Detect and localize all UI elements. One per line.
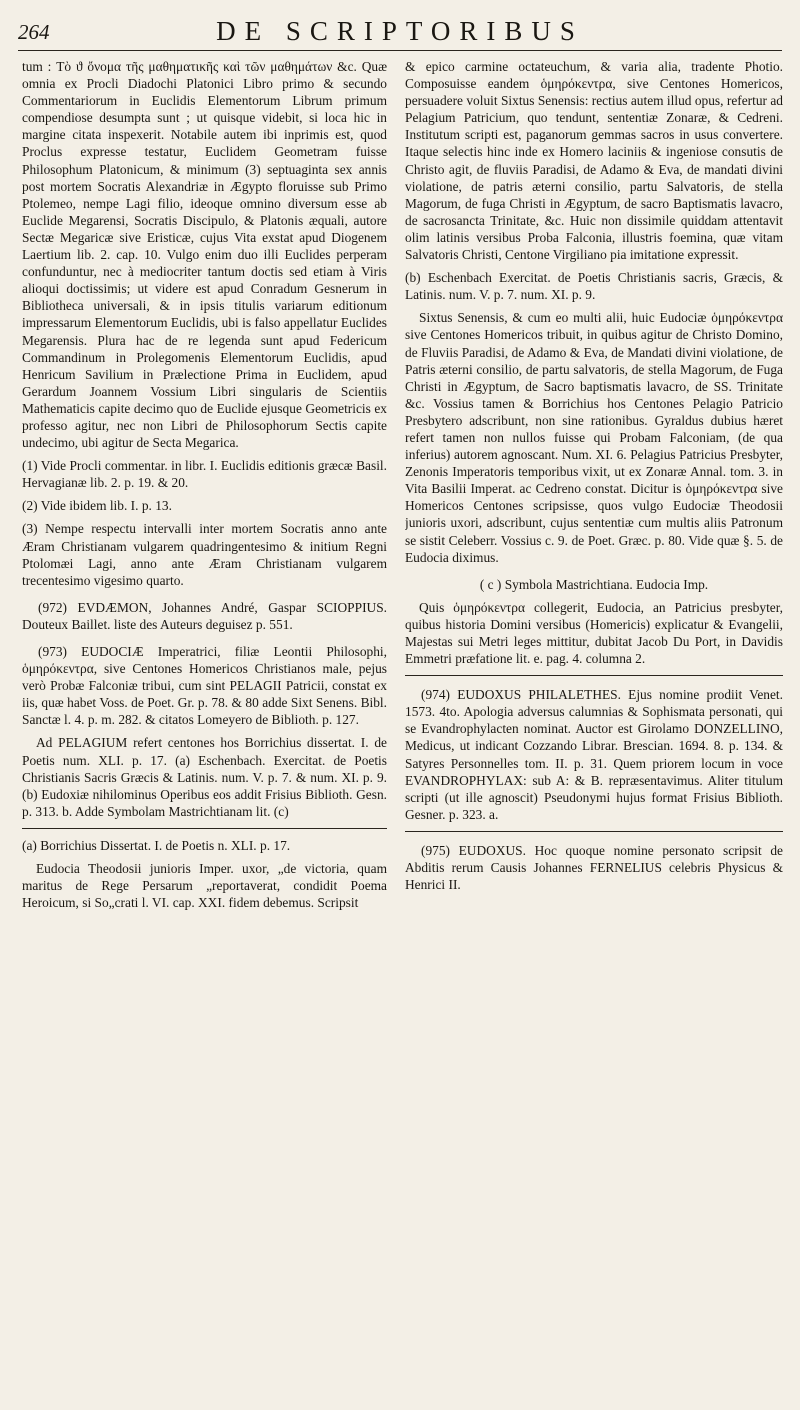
footnote-a-continued: Eudocia Theodosii junioris Imper. uxor, „de victoria, quam maritus de Rege Persarum „reportaverat, condidit Poema Heroicum, si So„crati l. VI. cap. XXI. fidem debemus. Scripsit (22, 861, 387, 911)
right-paragraph-sixtus: Sixtus Senensis, & cum eo multi alii, huic Eudociæ ὁμηρόκεντρα sive Centones Homericos tribuit, in quibus agitur de Christo Domino, de Fluviis Paradisi, de Adamo & Eva, de Mandati divini violatione, de Patris æterni consilio, de partu salvatoris, de stella Magorum, de Fuga Christi in Ægyptum, de Sacro baptismatis lavacro, de SS. Trinitate &c. Vossius tamen & Borrichius hos Centones Pelagio Patricio Presbytero adscribunt, non sine rationibus. Gyraldus dubius hæret refert tamen non nullos fuisse qui Probam Falconiam, (de qua inferius) autorem agnoscant. Num. XI. 6. Pelagius Patricius Presbyter, Zenonis Imperatoris temporibus vixit, ut ex Zonaræ Annal. tom. 3. in Vita Basilii Imperat. ac Cedreno constat. Dicitur is ὁμηρόκεντρα sive Homericos Centones scripsisse, quos vulgo Eudociæ Theodosii junioris uxori, adscribunt, cujus sententiæ cum multis aliis Patronum se sistit Celeberr. Vossius c. 9. de Poet. Græc. p. 80. Vide quæ §. 5. de Eudocia diximus. (405, 310, 783, 565)
right-column (405, 58, 783, 1402)
footnote-c-body: Quis ὁμηρόκεντρα collegerit, Eudocia, an Patricius presbyter, quibus historia Domini versibus (Homericis) explicatur & Evangelii, Majestas sui Metri leges mittitur, dubitat Jacob Du Port, in Davidis Emmetri præfatione lit. e. pag. 4. columna 2. (405, 599, 783, 667)
footnote-a: (a) Borrichius Dissertat. I. de Poetis n. XLI. p. 17. (22, 837, 291, 853)
entry-975: (975) EUDOXUS. Hoc quoque nomine personato scripsit de Abditis rerum Causis Johannes FERNELIUS celebris Physicus & Henrici II. (405, 842, 783, 893)
left-column (22, 58, 387, 1402)
footnote-c-heading: ( c ) Symbola Mastrichtiana. Eudocia Imp. (479, 576, 709, 592)
running-head: DE SCRIPTORIBUS (216, 16, 584, 46)
entry-972: (972) EVDÆMON, Johannes André, Gaspar SCIOPPIUS. Douteux Baillet. liste des Auteurs deguisez p. 551. (22, 599, 387, 632)
footnote-1: (1) Vide Procli commentar. in libr. I. Euclidis editionis græcæ Basil. Hervagianæ lib. 2. p. 19. & 20. (22, 458, 387, 491)
entry-974: (974) EUDOXUS PHILALETHES. Ejus nomine prodiit Venet. 1573. 4to. Apologia adversus calumnias & Sophismata personati, qui se Evandrophylacten nominat. Auctor est Girolamo DONZELLINO, Medicus, ut indicant Cozzando Librar. Brescian. 1694. 8. p. 134. & Satyres Personnelles tom. II. p. 31. Quem priorem locum in voce EVANDROPHYLAX: sub A: & B. repræsentavimus. Aliter titulum scripti (ut ille agnoscit) Pseudonymi hujus format Frisius Biblioth. Gesner. p. 323. a. (405, 687, 783, 822)
right-paragraph-photius: & epico carmine octateuchum, & varia alia, tradente Photio. Composuisse eandem ὁμηρόκεντρα, sive Centones Homericos, persuadere voluit Sixtus Senensis: rectius autem illud opus, refertur ad Pelagium Patricium, quo tendunt, sententiæ Zonaræ, & Cedreni. Institutum scripti est, paganorum gemmas sacros in usus convertere. Itaque selectis hinc inde ex Homero laciniis & ingeniose consutis de Christo agit, de fluviis Paradisi, de Adamo & Eva, de mandati divini violatione, de patris æterni consilio, partu Salvatoris, de stella Magorum, de fuga Christi in Ægyptum, de sacro Baptismatis lavacro, de sacrosancta Trinitate, &c. Huic non dissimile quiddam attentavit olim latinis versibus Proba Falconia, illustris foemina, quæ vitam Salvatoris Christi, Centone Virgiliano pia imitatione expressit. (405, 59, 783, 263)
left-paragraph-euclid: tum : Τὸ ϑ ὄνομα τῆς μαθηματικῆς καὶ τῶν μαθημάτων &c. Quæ omnia ex Procli Diadochi Platonici Libro primo & secundo Commentariorum in Euclidis Elementorum Librum primum compendiose desumpta sunt ; ut quisque videbit, si loca hic in margine citata inspexerit. Notabile autem ibi inprimis est, quod Proclus expresse testatur, Euclidem Geometram fuisse Philosophum Platonicum, & minimum (3) septuaginta sex annis post mortem Socratis Alexandriæ in Ægypto floruisse sub Primo Ptolemeo, nempe Lagi filio, ideoque omnino diversum esse ab Euclide Megarensi, Socratis Discipulo, & Platonis æquali, autore Sectæ Megaricæ sive Eristicæ, cujus Vita exstat apud Diogenem Laertium lib. 2. cap. 10. Vulgo enim duo illi Euclides perperam confunduntur, nec à mediocriter tantum doctis sed etiam à Viris alioqui doctissimis; ut videre est apud Conradum Gesnerum in Bibliotheca universali, & in ipsis titulis variarum editionum impressarum Elementorum Euclidis, ubi is falso appellatur Euclides Megarensis. Plura hac de re legenda sunt apud Federicum Commandinum in Prolegomenis Elementorum Euclidis, apud Henricum Savilium in Prælectione Prima in Euclidem, apud Gerardum Joannem Vossium Libri singularis de Scientiis Mathematicis capite decimo quo de Euclide ejusque Geometricis ex professo agitur, nec non Libri de Philosophorum Sectis capite undecimo, ubi agitur de Secta Megarica. (22, 59, 387, 451)
entry-separator-975 (405, 831, 783, 832)
footnote-b: (b) Eschenbach Exercitat. de Poetis Christianis sacris, Græcis, & Latinis. num. V. p. 7. num. XI. p. 9. (405, 270, 783, 303)
page-number: 264 (18, 20, 50, 44)
entry-973-continued: Ad PELAGIUM refert centones hos Borrichius dissertat. I. de Poetis num. XLI. p. 17. (a) Eschenbach. Exercitat. de Poetis Christianis Sacris Græcis & Latinis. num. V. p. 7. & num. XI. p. 9. (b) Eudoxiæ nihilominus Operibus eos addit Frisius Biblioth. Gesn. p. 313. b. Adde Symbolam Mastrichtianam lit. (c) (22, 735, 387, 819)
footnote-2: (2) Vide ibidem lib. I. p. 13. (22, 498, 172, 514)
header-rule (18, 50, 782, 51)
entry-973: (973) EUDOCIÆ Imperatrici, filiæ Leontii Philosophi, ὁμηρόκεντρα, sive Centones Homericos Christianos male, pejus verò Probæ Falconiæ tribui, cum sint PELAGII Patricii, constat ex iis, quæ habet Voss. de Poet. Gr. p. 78. & 80 adde Sixt Senens. Bibl. Sanctæ l. 4. p. m. 282. & citatos Lomeyero de Biblioth. p. 127. (22, 644, 387, 728)
entry-separator-974 (405, 675, 783, 676)
page-header (18, 12, 782, 48)
footnote-3: (3) Nempe respectu intervalli inter mortem Socratis anno ante Æram Christianam vulgarem quadringentesimo & initium Regni Ptolomæi Lagi, anno ante Æram Christianam vulgarem trecentesimo vigesimo quarto. (22, 521, 387, 588)
footnote-separator (22, 828, 387, 829)
